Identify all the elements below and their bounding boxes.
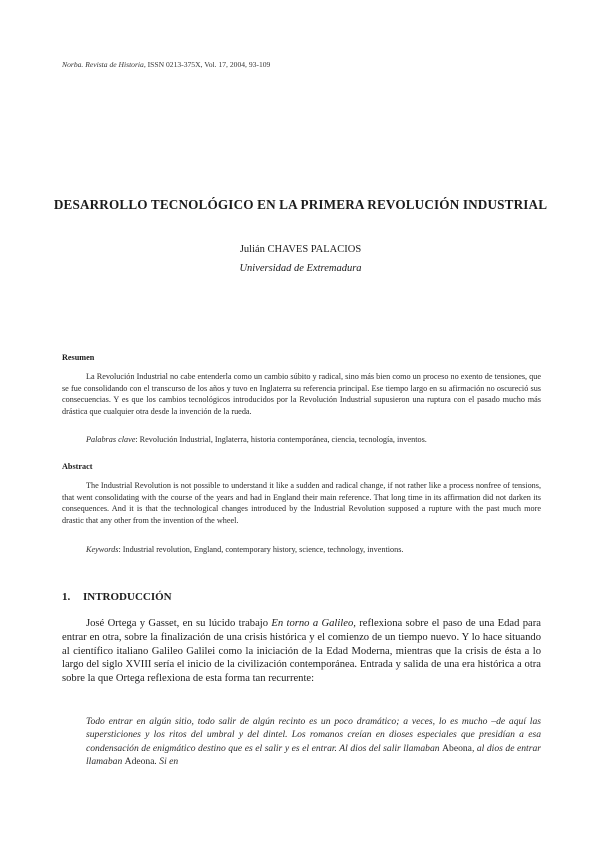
quote-text-2: , al dios de entrar llamaban — [86, 742, 541, 767]
quote-name-abeona: Abeona — [442, 742, 472, 754]
resumen-heading: Resumen — [62, 353, 95, 362]
journal-name: Norba. Revista de Historia — [62, 60, 144, 69]
article-title: DESARROLLO TECNOLÓGICO EN LA PRIMERA REVOLUCIÓN INDUSTRIAL — [53, 197, 548, 212]
resumen-keywords-list: : Revolución Industrial, Inglaterra, historia contemporánea, ciencia, tecnología, inventos. — [135, 435, 427, 444]
article-author — [0, 244, 601, 255]
quote-text-3: . Si en — [154, 755, 179, 767]
author-first-name: Julián — [239, 244, 265, 255]
abstract-heading: Abstract — [62, 462, 93, 471]
resumen-text: La Revolución Industrial no cabe entenderla como un cambio súbito y radical, sino más bien como un proceso no exento de tensiones, que se fue consolidando con el transcurso de los años y tuvo en Inglaterra su referencia principal. Ese tiempo largo en su afirmación no oscureció sus consecuencias. Y es que los cambios tecnológicos introducidos por la Revolución Industrial supusieron una ruptura con el pasado mucho más drástica que cualquier otra desde la invención de la rueda. — [62, 372, 541, 417]
section-title: INTRODUCCIÓN — [83, 591, 172, 603]
quote-name-adeona: Adeona — [124, 755, 155, 767]
abstract-keywords-label: Keywords — [86, 545, 119, 554]
resumen-keywords-label: Palabras clave — [86, 435, 136, 444]
quote-text-1: Todo entrar en algún sitio, todo salir de algún recinto es un poco dramático; a veces, lo es mucho –de aquí las supersticiones y los ritos del umbral y del dintel. Los romanos creían en dioses especiales que presidían a esa condensación de enigmático destino que es el salir y es el entrar. Al dios del salir llamaban — [86, 716, 541, 754]
abstract-keywords — [86, 545, 546, 554]
intro-text-2: reflexiona sobre el paso de una Edad para entrar en otra, sobre la finalización de una crisis histórica y el comienzo de un tiempo nuevo. Y lo hace situando al científico italiano Galileo Galilei como la iniciación de la Edad Moderna, mientras que la crisis de ésta a lo largo del siglo XVIII sería el inicio de la civilización contemporánea. Entrada y salida de una era histórica a otra sobre la que Ortega reflexiona de esta forma tan recurrente: — [62, 618, 541, 685]
abstract-text: The Industrial Revolution is not possible to understand it like a sudden and radical change, if not rather like a process nonfree of tensions, that went consolidating with the course of the years and had in England their main reference. That long time in its affirmation did not darken its consequences. And it is that the technological changes introduced by the Industrial Revolution supposed a rupture with the past much more drastic that any other from the invention of the wheel. — [62, 481, 541, 526]
intro-text-1: José Ortega y Gasset, en su lúcido trabajo — [86, 618, 272, 629]
journal-citation — [62, 60, 270, 69]
intro-book-title: En torno a Galileo, — [271, 618, 356, 629]
abstract-keywords-list: : Industrial revolution, England, contemporary history, science, technology, inventions. — [118, 545, 404, 554]
section-number: 1. — [62, 591, 71, 603]
intro-paragraph — [62, 617, 541, 686]
author-last-name: CHAVES PALACIOS — [267, 244, 362, 255]
resumen-keywords — [86, 435, 546, 444]
journal-issue-info: , ISSN 0213-375X, Vol. 17, 2004, 93-109 — [143, 60, 271, 69]
block-quote — [86, 715, 541, 768]
author-affiliation: Universidad de Extremadura — [239, 263, 362, 274]
section-heading — [62, 591, 172, 603]
